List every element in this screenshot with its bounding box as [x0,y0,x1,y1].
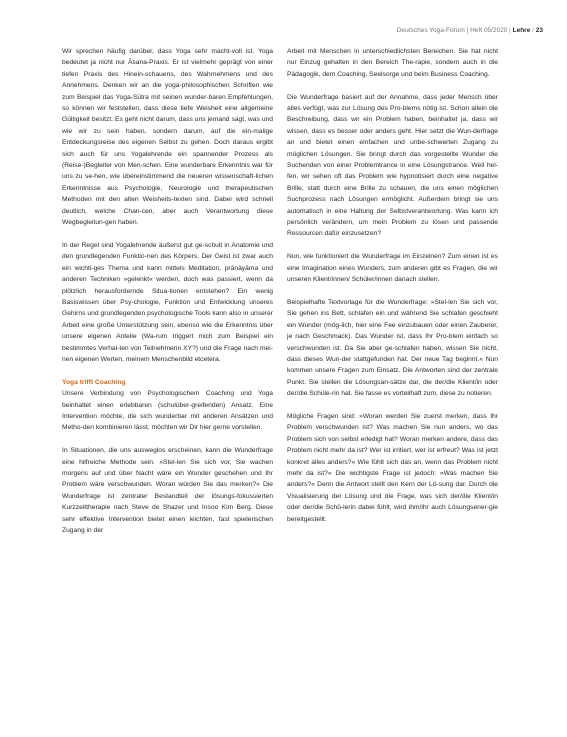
section-label: Lehre [512,27,531,34]
paragraph: Mögliche Fragen sind: »Woran werden Sie zuerst merken, dass Ihr Problem verschwunden ist? Was machen Sie nun anders, wo das Problem sich von selbst erledigt hat? Woran merken andere, dass das Problem nicht mehr da ist? Wer ist irritiert, wer ist erfreut? Was ist jetzt konkret alles anders?« Wie fühlt sich das an, wenn das Problem nicht mehr da ist?« Die wichtigste Frage ist jedoch: »Was machen Sie anders?« Denn die Antwort stellt den Kern der Lö-sung dar. Durch die Visualisierung der Lösung und die Frage, was sich der/die Klient/in oder der/die Schü-lerin dabei fühlt, wird ihm/ihr auch Lösungsener-gie bereitgestellt. [287,412,498,523]
paragraph: Wir sprechen häufig darüber, dass Yoga sehr macht-voll ist. Yoga bedeutet ja nicht nur Āsana-Praxis. Er ist vielmehr geprägt von einer tiefen Praxis des Hinein-schauens, des Wahrnehmens und des Annehmens. Denken wir an die yoga-philosophischen Schriften wie zum Beispiel das Yoga-Sūtra mit seinen wunder-baren Empfehlungen, so können wir feststellen, dass diese tiefe Weisheit eine allgemeine Gültigkeit besitzt. Es geht nicht darum, dass uns jemand sagt, was und wie wir zu sein haben, sondern darum, auf die ein-malige Entdeckungsreise des eigenen Selbst zu gehen. Doch daraus ergibt sich auch für uns Yogalehrende ein spannender Prozess als (Reise-)Begleiter von Men-schen. Eine wunderbare Erkenntnis war für uns zu se-hen, wie übereinstimmend die neueren wissenschaft-lichen Erkenntnisse aus Psychologie, Neurologie und therapeutischen Methoden mit den alten Weisheits-texten sind. Dabei wird schnell deutlich, welche Chan-cen, aber auch Verantwortung diese Wegbegleitun-gen haben. [62,48,273,227]
paragraph: In der Regel sind Yogalehrende äußerst gut ge-schult in Anatomie und den grundlegenden Funktio-nen des Körpers. Der Geist ist zwar auch ein wichti-ges Thema und kann mittels Meditation, prāṇāyāma und anderen Techniken »gelenkt« werden, doch was passiert, wenn da plötzlich herausfordernde Situa-tionen entstehen? Ein wenig Basiswissen über Psy-chologie, Funktion und Entwicklung unseres Gehirns und grundlegenden psychologische Tools kann also in unserer Arbeit eine große Unterstützung sein, ebenso wie die Erkenntnis über unsere eigenen Anteile (Wa-rum triggert mich zum Beispiel ein bestimmtes Verhal-ten von Teilnehmerin XY?) und die Frage nach mei-nen eigenen Werten, meinem Menschenbild etcetera. [62,241,273,363]
section-heading: Yoga trifft Coaching [62,378,126,386]
paragraph: Beispielhafte Textvorlage für die Wunderfrage: »Stel-len Sie sich vor, Sie gehen ins Bett, schlafen ein und während Sie schlafen geschieht ein Wunder (mög-lich, hier eine Fee einzubauen oder einen Zauberer, je nach Geschmack). Das Wunder ist, dass Ihr Pro-blem einfach so verschwunden ist. Da Sie aber ge-schlafen haben, wissen Sie nicht, dass dieses Wun-der stattgefunden hat. Der neue Tag beginnt.« Nun kommen unsere Fragen zum Einsatz. Die Antworten sind der zentrale Punkt. Sie stellen die Lösungsan-sätze dar, die der/die Klient/in oder der/die Schüle-rin hat. Sie fasse es vorteilhaft zum, diese zu notieren. [287,298,498,398]
header-separator: / [532,27,536,34]
paragraph: Arbeit mit Menschen in unterschiedlichsten Bereichen. Sie hat nicht nur Einzug gehalten in den Bereich The-rapie, sondern auch in die Pädagogik, dem Coaching, Seelsorge und beim Business Coaching. [287,48,498,78]
header-separator: | [509,27,513,34]
paragraph: Unsere Verbindung von Psychologischem Coaching und Yoga beinhaltet einen erlebbaren (schulüber-greifenden) Ansatz. Eine Intervention möchte, die sich wunderbar mit anderen Ansätzen und Metho-den kombinieren lässt, möchten wir Dir hier gerne vorstellen. [62,390,273,432]
paragraph: In Situationen, die uns ausweglos erscheinen, kann die Wunderfrage eine hilfreiche Methode sein. »Stel-len Sie sich vor, Sie wachen morgens auf und über Nacht wäre ein Wunder geschehen und Ihr Problem wäre verschwunden. Woran würden Sie das merken?« Die Wunderfrage ist zentraler Bestandteil der lösungs-fokussierten Kurzzeittherapie nach Steve de Shazer und Insoo Kim Berg. Diese sehr effektive Intervention bietet einen leichten, fast spielerischen Zugang in der [62,447,273,535]
page-header [397,27,543,34]
paragraph: Nun, wie funktioniert die Wunderfrage im Einzelnen? Zum einen ist es eine Imagination eines Wunders, zum anderen gibt es Fragen, die wir unseren Klient/innen/ Schüler/innen danach stellen. [287,253,498,284]
journal-title: Deutsches Yoga-Forum | Heft 05/2020 [396,27,508,34]
page-number: 23 [535,27,543,34]
paragraph: Die Wunderfrage basiert auf der Annahme, dass jeder Mensch über alles verfügt, was zur Lösung des Pro-blems nötig ist. Schon allein die Beschreibung, dass wir ein Problem haben, beinhaltet ja, dass wir wissen, dass es besser oder anders geht. Hier setzt die Wun-derfrage an und bietet einen einfachen und unbe-schwerten Zugang zu möglichen Lösungen. Sie bringt durch das vorgestellte Wunder die Suchenden von einer Problemtrance in eine Lösungstrance. Weil hel-fen, wir sehen oft das Problem wie hypnotisiert durch eine negative Brille, statt durch eine Brille zu schauen, die uns einen möglichen Suchprozess nach Lösungen ermöglicht. Außerdem bringt sie uns automatisch in eine Haltung der Selbstverantwortung. Was kann ich persönlich verändern, um mein Problem zu lösen und passende Ressourcen dafür einzusetzen? [287,93,498,238]
right-column [287,46,498,536]
left-column [62,46,273,548]
